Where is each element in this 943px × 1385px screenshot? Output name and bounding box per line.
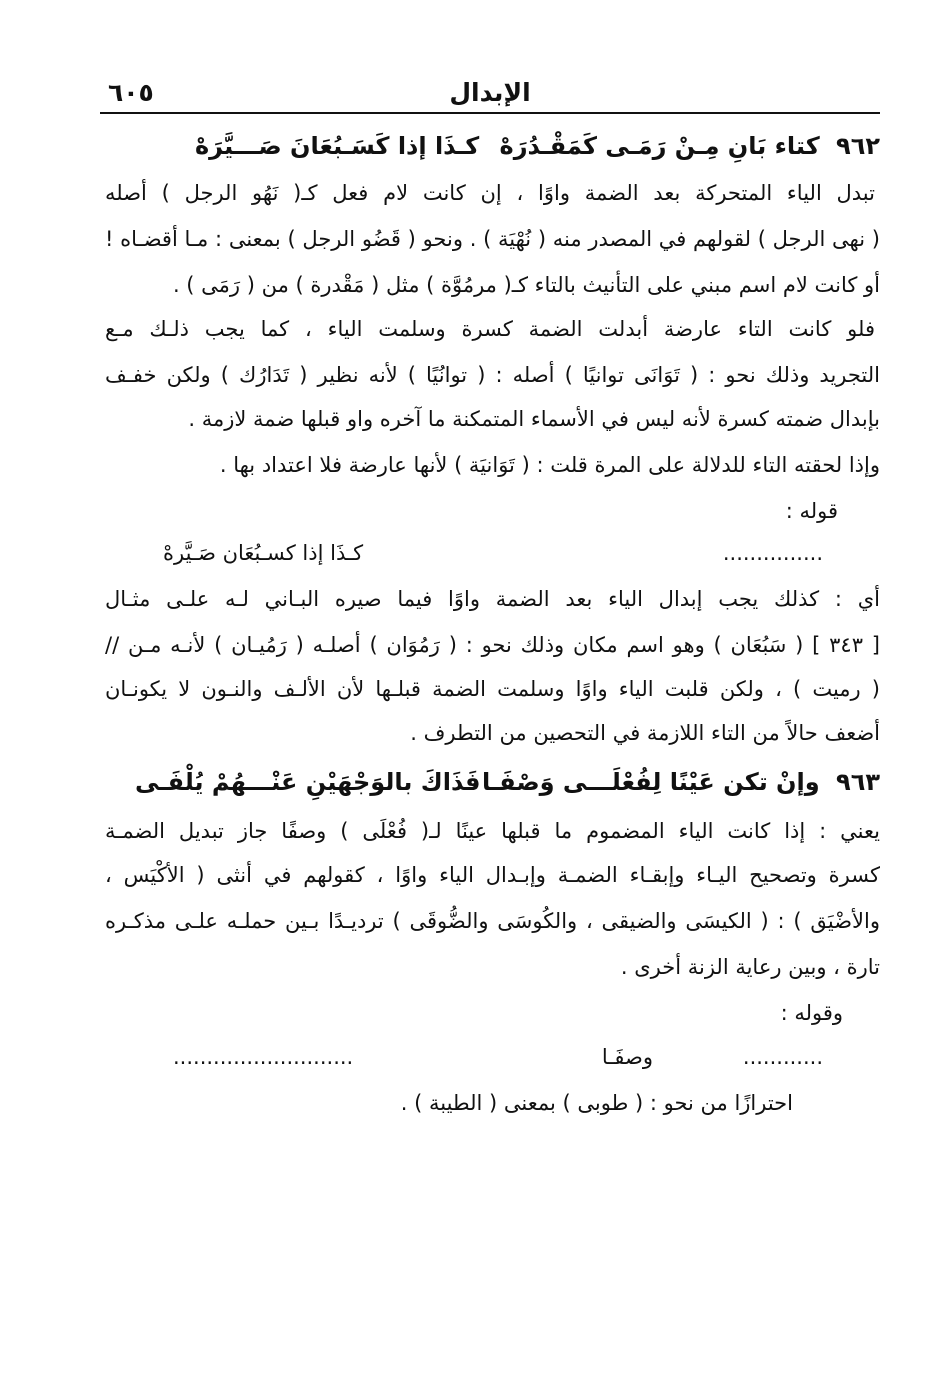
quoted-hemistich: كـذَا إذا كسـبُعَان صَـيَّرهْ bbox=[163, 541, 364, 565]
verse-963 bbox=[105, 762, 880, 806]
verse-second-hemistich: كـذَا إذا كَسَـبُعَانَ صَـــيَّرَهْ bbox=[195, 132, 480, 160]
paragraph-line: أضعف حالاً من التاء اللازمة في التحصين من التطرف . bbox=[410, 721, 880, 745]
verse-number: ٩٦٣ bbox=[836, 768, 880, 796]
paragraph-line: التجريد وذلك نحو : ( تَوَانَى توانيًا ) أصله : ( توانُيًا ) لأنه نظير ( تَدَارُك ) ولكن خفـف bbox=[105, 363, 880, 387]
paragraph-line: [ ٣٤٣ ] ( سَبُعَان ) وهو اسم مكان وذلك نحو : ( رَمُوَان ) أصلـه ( رَمُيـان ) لأنـه مـن // bbox=[105, 633, 880, 657]
quoted-verse bbox=[123, 536, 823, 576]
paragraph-line: بإبدال ضمته كسرة لأنه ليس في الأسماء المتمكنة ما آخره واو قبلها ضمة لازمة . bbox=[188, 407, 880, 431]
quote-intro: قوله : bbox=[785, 499, 838, 523]
paragraph-line: تارة ، وبين رعاية الزنة أخرى . bbox=[620, 955, 880, 979]
page-number: ٦٠٥ bbox=[108, 78, 154, 107]
paragraph-line: كسرة وتصحيح اليـاء وإبقـاء الضمـة وإبـدال الياء واوًا ، كقولهم في أنثى ( الأكْيَس ، bbox=[105, 863, 880, 887]
paragraph-line: وإذا لحقته التاء للدلالة على المرة قلت : ( تَوَانيَة ) لأنها عارضة فلا اعتداد بها . bbox=[219, 453, 880, 477]
ellipsis-dots: ........................... bbox=[173, 1045, 354, 1069]
paragraph-line: تبدل الياء المتحركة بعد الضمة واوًا ، إن كانت لام فعل كـ( نَهُو الرجل ) أصله bbox=[105, 181, 875, 205]
paragraph-line: احترازًا من نحو : ( طوبى ) بمعنى ( الطيبة ) . bbox=[400, 1091, 793, 1115]
paragraph-line: أي : كذلك يجب إبدال الياء بعد الضمة واوًا فيما صيره البـاني لـه علـى مثـال bbox=[105, 587, 880, 611]
verse-first-hemistich: وإنْ تكن عَيْنًا لِفُعْلَـــى وَصْفَـا bbox=[481, 768, 820, 796]
page-header bbox=[100, 72, 880, 114]
paragraph-line: يعني : إذا كانت الياء المضموم ما قبلها عينًا لـ( فُعْلَى ) وصفًا جاز تبديل الضمـة bbox=[105, 819, 880, 843]
header-rule bbox=[100, 112, 880, 114]
ellipsis-dots: ............ bbox=[742, 1045, 823, 1069]
verse-second-hemistich: فَذَاكَ بالوَجْهَيْنِ عَنْـــهُمْ يُلْفَـى bbox=[135, 768, 481, 796]
paragraph-line: أو كانت لام اسم مبني على التأنيث بالتاء كـ( مرمُوَّة ) مثل ( مَقْدرة ) من ( رَمَى ) . bbox=[172, 273, 880, 297]
verse-number: ٩٦٢ bbox=[836, 132, 880, 160]
running-title: الإبدال bbox=[449, 78, 531, 107]
quote-intro: وقوله : bbox=[780, 1001, 843, 1025]
paragraph-line: والأضْيَق ) : ( الكيسَى والضيقى ، والكُوسَى والضُّوقَى ) ترديـدًا بـين حملـه علـى مذكـره bbox=[105, 909, 880, 933]
paragraph-line: فلو كانت التاء عارضة أبدلت الضمة كسرة وسلمت الياء ، كما يجب ذلـك مـع bbox=[105, 317, 875, 341]
quoted-word: وصفَـا bbox=[601, 1045, 653, 1069]
verse-962 bbox=[105, 126, 880, 170]
quoted-verse bbox=[123, 1040, 823, 1080]
paragraph-line: ( نهى الرجل ) لقولهم في المصدر منه ( نُهْيَة ) . ونحو ( قَضُو الرجل ) بمعنى : مـا أقضـاه ! bbox=[105, 227, 880, 251]
verse-first-hemistich: كتاء بَانِ مِـنْ رَمَـى كَمَقْـدُرَهْ bbox=[499, 132, 820, 160]
paragraph-line: ( رميت ) ، ولكن قلبت الياء واوًا وسلمت الضمة قبلـها لأن الألـف والنـون لا يكونـان bbox=[105, 677, 880, 701]
ellipsis-dots: ............... bbox=[722, 541, 823, 565]
